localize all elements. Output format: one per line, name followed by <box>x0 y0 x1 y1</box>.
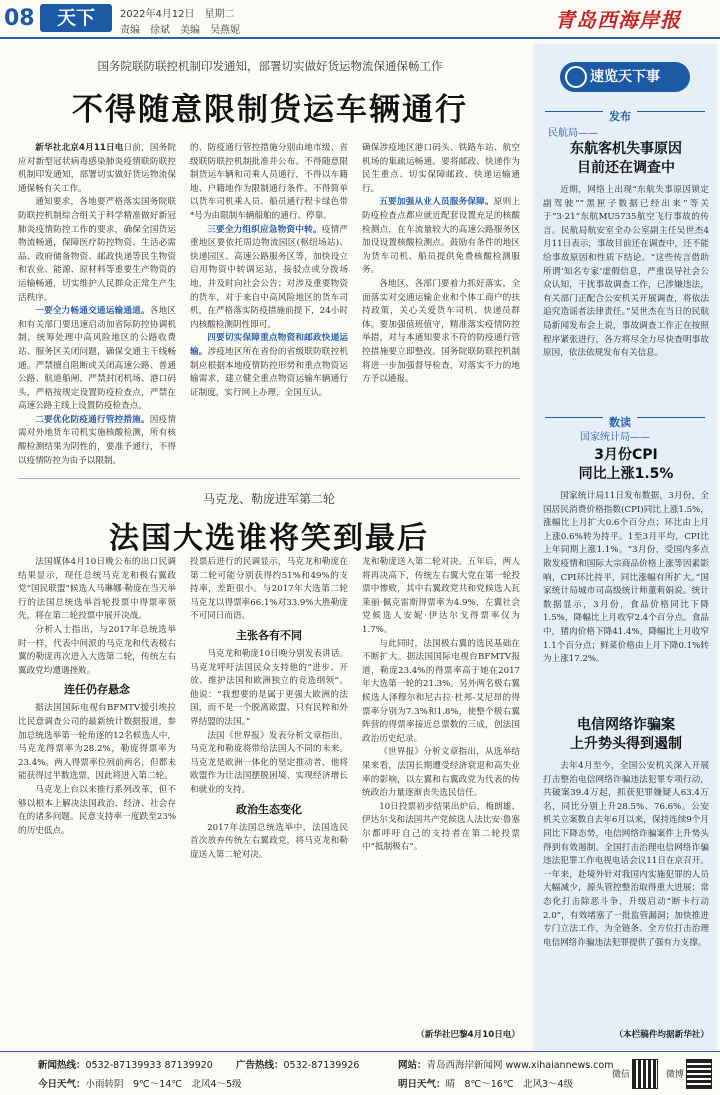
story1-col3: 确保涉疫地区港口码头、铁路车站、航空机场的集疏运畅通。要将邮政、快递作为民生重点、切实保障邮政、快递运输通行。 五要加强从业人员服务保障。原则上防疫检查点都应就近配套设置充足的核酸检测点，在车流量较大的高速公路服务区加设设置核酸检测点。鼓励有条件的地区为货车司机、船员提供免费核酸检测服务。 各地区、各部门要着力抓好落实，全面落实对交通运输企业和个体工商户的扶持政策，关心关爱货车司机、快递员群体。要加强值班值守，精准落实疫情防控举措，对与本通知要求不符的防疫通行管控措施要立即整改。国务院联防联控机制将进一步加强督导检查，对落实不力的地方予以通报。 <box>362 143 520 385</box>
website: 网站：青岛西海岸新闻网 www.xihaiannews.com <box>398 1060 614 1071</box>
masthead-rule <box>0 37 720 39</box>
qr-code-icon <box>632 1059 658 1089</box>
weibo-qr[interactable]: 微博 <box>666 1055 716 1093</box>
section-tag-release: 发布 <box>545 104 705 124</box>
paper-logo: 青岛西海岸报 <box>555 8 681 32</box>
masthead <box>0 0 720 40</box>
dateline: 新华社北京4月11日电 <box>35 143 124 153</box>
hotline: 新闻热线：0532-87139933 87139920 <box>38 1060 213 1071</box>
subhead: 主张各有不同 <box>236 628 302 642</box>
banner-label: 速览天下事 <box>590 69 660 85</box>
footer-rule <box>0 1051 720 1052</box>
footer <box>0 1053 720 1095</box>
point-heading: 五要加强从业人员服务保障。 <box>379 197 494 208</box>
story1-col1: 新华社北京4月11日电日前，国务院应对新型冠状病毒感染肺炎疫情联防联控机制印发通知，部署切实做好货运物流保通保畅有关工作。 通知要求，各地要严格落实国务院联防联控机制综合组关于科学精准做好新冠肺炎疫情防控工作的要求，确保全国货运物流畅通，保障医疗防控物资、生活必需品、政府储备物资、邮政快递等民生物资和农业、能源、原材料等重要生产物资的运输畅通，切实维护人民群众正常生产生活秩序。 一要全力畅通交通运输通道。各地区和有关部门要迅速启动加省际防控协调机制，统筹处理中高风险地区的公路收费站、服务区关闭问题，确保交通主干线畅通。严禁擅自阻断或关闭高速公路、普通公路、航道船闸，严禁封闭机场、港口码头，严格按规定设置防疫检查点，严禁在高速公路主线上设置防疫检查点。 二要优化防疫通行管控措施。因疫情需对外地货车司机实施核酸检测，所有核酸检测结果为阴性的，要准予通行，不得以疫情防控为由予以限制。 <box>18 143 176 466</box>
story2-col2: 投票后进行的民调显示，马克龙和勒庞在第二轮可能分别获得约51%和49%的支持率，差距很小。与2017年大选第二轮马克龙以得票率66.1%对33.9%大胜勒庞不可同日而语。 主张各有不同 马克龙和勒庞10日晚分别发表讲话。马克龙呼吁法国民众支持他的“进步、开放、维护法国和欧洲独立的竞选纲领”。他说：“我想要的是属于更强大欧洲的法国，而不是一个脱离欧盟、只有民粹和外界结盟的法国。” 法国《世界报》发表分析文章指出，马克龙和勒庞将带给法国人不同的未来。马克龙是欧洲一体化的坚定推动者，他将欧盟作为让法国摆脱困境、实现经济增长和就业的支持。 政治生态变化 2017年法国总统选举中，法国选民首次放弃传统左右翼政党，将马克龙和勒庞送入第二轮对决。 <box>190 557 348 860</box>
section-headline: 3月份CPI 同比上涨1.5% <box>578 447 674 482</box>
sidebar-banner <box>560 62 690 92</box>
point-heading: 三要全力组织应急物资中转。 <box>207 224 322 235</box>
section-body: 国家统计局11日发布数据，3月份，全国居民消费价格指数(CPI)同比上涨1.5%，涨幅比上月扩大0.6个百分点；环比由上月上涨0.6%转为持平。1至3月平均，CPI比上年同期上涨1.1%。“3月份，受国内多点散发疫情和国际大宗商品价格上涨等因素影响，CPI环比持平，同比涨幅有所扩大。”国家统计局城市司高级统计师董莉娟说。统计数据显示，3月份，食品价格同比下降1.5%，降幅比上月收窄2.4个百分点。食品中，猪肉价格下降41.4%，降幅比上月收窄1.1个百分点；鲜菜价格由上月下降0.1%转为上涨17.2%。 <box>543 491 709 665</box>
story1-col2: 的、防疫通行管控措施分别由地市级、省级联防联控机制批准并公布。不得随意限制货运车辆和司乘人员通行，不得以车籍地、户籍地作为限制通行条件。不得简单以货车司机乘人员、船员通行程卡绿色带*号为由限制车辆船舶的通行、停靠。 三要全力组织应急物资中转。疫情严重地区要依托周边物流园区(枢纽场站)、快递园区、高速公路服务区等，加快设立启用物资中转调运站，接驳点或分拨场地，并及时向社会公告；对涉及重要物资的货车，对于来自中高风险地区的货车司机，在严格落实防疫措施前提下，24小时内核酸检测阴性即可。 四要切实保障重点物资和邮政快递运输。涉疫地区所在省份的省级联防联控机制应根据本地疫情防控形势和重点物资运输需求，建立健全重点物资运输车辆通行证制度，实行网上办理，全国互认。 <box>190 143 348 398</box>
point-heading: 一要全力畅通交通运输通道。 <box>35 306 150 317</box>
story2-byline: （新华社巴黎4月10日电） <box>416 1030 520 1040</box>
story-divider <box>18 478 520 479</box>
section-headline: 电信网络诈骗案 上升势头得到遏制 <box>570 717 682 752</box>
ad-hotline: 广告热线：0532-87139926 <box>236 1060 360 1071</box>
point-heading: 四要切实保障重点物资和邮政快递运输。 <box>190 333 348 357</box>
section-label: 天下 <box>56 7 95 29</box>
subhead: 连任仍存悬念 <box>64 683 130 697</box>
section-tag-data: 数读 <box>545 410 705 430</box>
page-number: 08 <box>4 6 35 31</box>
subhead: 政治生态变化 <box>236 802 302 816</box>
section-body: 近期，网络上出现“东航失事原因锁定副驾驶”“黑匣子数据已经出来”等关于“3·21”东航MU5735航空飞行事故的传言。民航局航安室全办公室副主任吴世杰4月11日表示，事故目前还在调查中，还不能给事故原因和性质下结论。“这些传言借助所谓‘知名专家’虚假信息，严重误导社会公众认知，干扰事故调查工作，已涉嫌违法，有关部门正配合公安机关开展调查，将依法追究造谣者法律责任。”吴世杰在当日的民航局新闻发布会上说，事故调查工作正在按照程序紧张进行，各方将尽全力尽快查明事故原因，依法依规发布有关信息。 <box>543 185 709 359</box>
qr-code-icon <box>686 1059 712 1089</box>
story2-col1: 法国媒体4月10日晚公布的出口民调结果显示，现任总统马克龙和极右翼政党“国民联盟”候选人马琳娜·勒庞在当天举行的法国总统选举首轮投票中得票率领先，将在第二轮投票中展开决战。 分析人士指出，与2017年总统选举时一样，代表中间派的马克龙和代表极右翼的勒庞再次进入大选第二轮，传统左右翼政党均遭遇挫败。 连任仍存悬念 据法国国际电视台BFMTV援引埃拉比民意调查公司的最新统计数据报道，参加总统选举第一轮角逐的12名候选人中，马克龙得票率为28.2%，勒庞得票率为23.4%。两人得票率位列前两名，但都未能获得过半数选票，因此将进入第二轮。 马克龙上台以来推行系列改革，但不够以根本上解决法国政治、经济、社会存在的诸多问题。民意支持率一度跌至23%的历史低点。 <box>18 557 176 836</box>
story2-col3: 龙和勒庞送入第二轮对决。五年后，两人将再决高下，传统左右翼大党在第一轮投票中惨败，其中右翼政党共和党候选人瓦莱丽·佩克雷斯得票率为4.9%，左翼社会党候选人安妮·伊达尔戈得票率仅为1.7%。 与此同时，法国极右翼的选民基础在不断扩大。据法国国际电视台BFMTV报道，勒庞23.4%的得票率高于她在2017年大选第一轮的21.3%。另外两名极右翼候选人泽穆尔和尼古拉·杜邦-艾尼昂的得票率分别为7.3%和1.8%，使整个极右翼阵营的得票率接近总票数的三成，创法国政治历史纪录。 《世界报》分析文章指出，从选举结果来看，法国长期遭受经济衰退和高失业率的影响，以左翼和右翼政党为代表的传统政治力量逐渐丧失选民信任。 10日投票初步结果出炉后，梅朗雄、伊达尔戈和法国共产党候选人法比安·鲁塞尔都呼吁自己的支持者在第二轮投票中“抵制极右”。 <box>362 557 520 853</box>
point-heading: 二要优化防疫通行管控措施。 <box>35 414 150 425</box>
story2-kicker: 马克龙、勒庞进军第二轮 <box>202 492 335 506</box>
section-source: 民航局—— <box>548 128 598 139</box>
section-body: 去年4月至今，全国公安机关深入开展打击整治电信网络诈骗违法犯罪专项行动，共破案39.4万起，抓获犯罪嫌疑人63.4万名，同比分别上升28.5%、76.6%。公安机关立案数自去年6月以来，保持连续9个月同比下降态势，电信网络诈骗案件上升势头得到有效遏制。全国打击治理电信网络诈骗违法犯罪工作电视电话会议11日在京召开。一年来，赴境外针对我国内实施犯罪的人员大幅减少，源头管控整治取得重大进展；常态化打击除恶斗争，升级启动“断卡行动2.0”，有效堵塞了一批监管漏洞；加快推进专门立法工作，为全链条、全方位打击治理电信网络诈骗违法犯罪提供了强有力支撑。 <box>543 761 709 948</box>
section-source: 国家统计局—— <box>580 432 650 443</box>
editor-line: 责编 徐斌 美编 吴燕妮 <box>120 25 240 36</box>
story1-headline: 不得随意限制货运车辆通行 <box>72 92 468 128</box>
section-headline: 东航客机失事原因 目前还在调查中 <box>570 141 682 176</box>
section-badge <box>40 4 112 32</box>
weather-today: 今日天气：小雨转阴 9℃～14℃ 北风4～5级 <box>38 1079 242 1090</box>
story1-kicker: 国务院联防联控机制印发通知，部署切实做好货运物流保通保畅工作 <box>97 59 443 73</box>
weather-tomorrow: 明日天气：晴 8℃～16℃ 北风3～4级 <box>398 1079 574 1090</box>
story2-headline: 法国大选谁将笑到最后 <box>109 521 429 556</box>
sidebar-credit: （本栏稿件均据新华社） <box>614 1030 709 1040</box>
banner-globe-icon <box>565 66 587 88</box>
date-line: 2022年4月12日 星期二 <box>120 9 235 20</box>
wechat-qr[interactable]: 微信 <box>612 1055 658 1093</box>
